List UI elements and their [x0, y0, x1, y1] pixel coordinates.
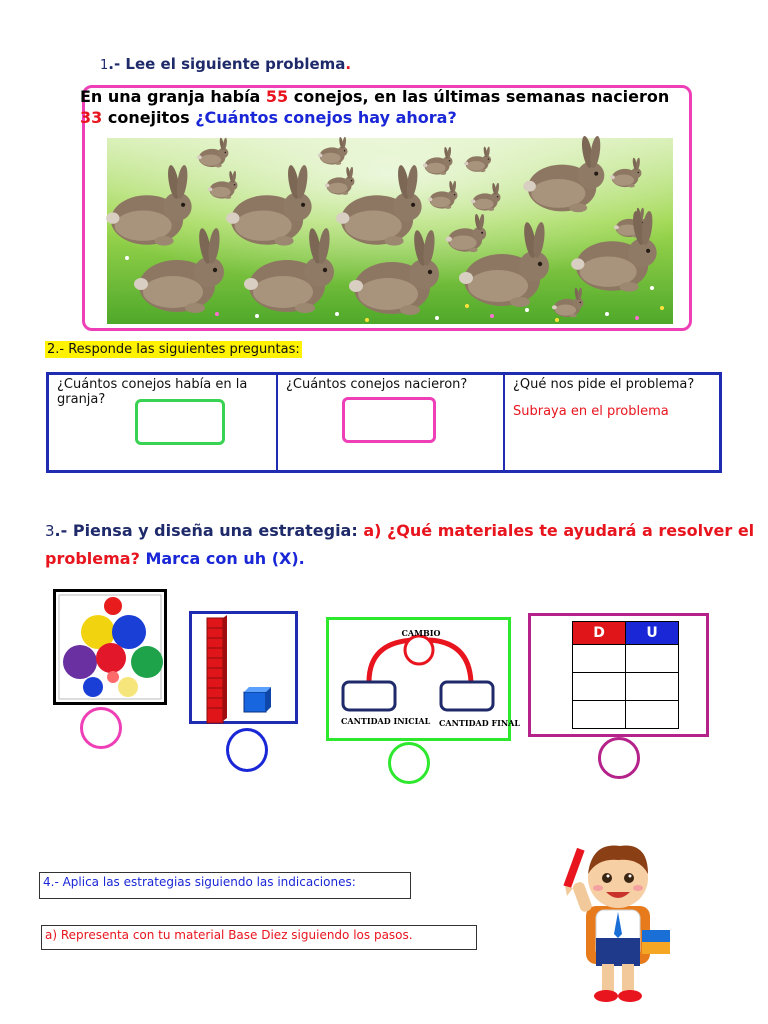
header-decenas: D — [573, 622, 626, 644]
section3-heading-line2 — [45, 549, 305, 568]
material-base10-ring[interactable] — [226, 728, 268, 772]
stacking-cylinders-icon — [56, 592, 164, 702]
material-cylinders-ring[interactable] — [80, 707, 122, 749]
question-cell-born — [278, 375, 505, 470]
material-table-ring[interactable] — [598, 737, 640, 779]
section4-title: 4.- Aplica las estrategias siguiendo las indicaciones: — [39, 872, 411, 899]
boy-with-pencil-and-books-icon — [562, 838, 672, 1008]
question-cell-ask — [505, 375, 719, 470]
rabbits-in-meadow-illustration — [107, 138, 673, 324]
diagram-label-cambio: CAMBIO — [401, 628, 441, 638]
section1-title-end: . — [345, 55, 352, 73]
material-base10-frame[interactable] — [189, 611, 298, 724]
header-unidades: U — [626, 622, 678, 644]
section1-number: 1 — [100, 58, 109, 73]
section4-step-a: a) Representa con tu material Base Diez siguiendo los pasos. — [41, 925, 477, 950]
problem-number-55: 55 — [265, 87, 289, 106]
question-initial-text: ¿Cuántos conejos había en la granja? — [57, 377, 248, 407]
section3-question-start: a) ¿Qué materiales te ayudará a resolver el — [363, 521, 755, 540]
problem-part2: conejos, en las últimas semanas nacieron — [288, 87, 670, 106]
place-value-table-icon — [572, 621, 679, 729]
section1-title-text: .- Lee el siguiente problema — [108, 55, 346, 73]
diagram-label-final: CANTIDAD FINAL — [439, 718, 521, 728]
problem-part3: conejitos — [102, 108, 196, 127]
material-cylinders-frame[interactable] — [53, 589, 167, 705]
question-cell-initial — [49, 375, 278, 470]
material-diagram-frame[interactable] — [326, 617, 521, 741]
question-ask-hint: Subraya en el problema — [513, 404, 669, 419]
section1-title — [100, 55, 351, 73]
problem-statement — [80, 86, 690, 128]
place-value-header — [573, 622, 678, 644]
questions-table — [46, 372, 722, 473]
rabbits-meadow-svg — [107, 138, 673, 324]
problem-part1: En una granja había — [80, 87, 266, 106]
base-ten-blocks-icon — [192, 614, 295, 721]
diagram-label-inicial: CANTIDAD INICIAL — [341, 716, 431, 726]
section3-title: .- Piensa y diseña una estrategia: — [54, 521, 364, 540]
question-born-text: ¿Cuántos conejos nacieron? — [286, 377, 468, 392]
section3-question-end: problema? — [45, 549, 140, 568]
section3-number: 3 — [45, 522, 55, 540]
problem-question: ¿Cuántos conejos hay ahora? — [195, 108, 457, 127]
answer-box-initial[interactable] — [135, 399, 225, 445]
section3-heading — [45, 521, 754, 540]
answer-box-born[interactable] — [342, 397, 436, 443]
change-diagram-icon — [329, 620, 521, 738]
section2-title: 2.- Responde las siguientes preguntas: — [47, 342, 300, 357]
material-table-frame[interactable] — [528, 613, 709, 737]
problem-number-33: 33 — [80, 108, 103, 127]
question-ask-text: ¿Qué nos pide el problema? — [513, 377, 695, 392]
section3-instruction: Marca con uh (X). — [139, 549, 305, 568]
material-diagram-ring[interactable] — [388, 742, 430, 784]
